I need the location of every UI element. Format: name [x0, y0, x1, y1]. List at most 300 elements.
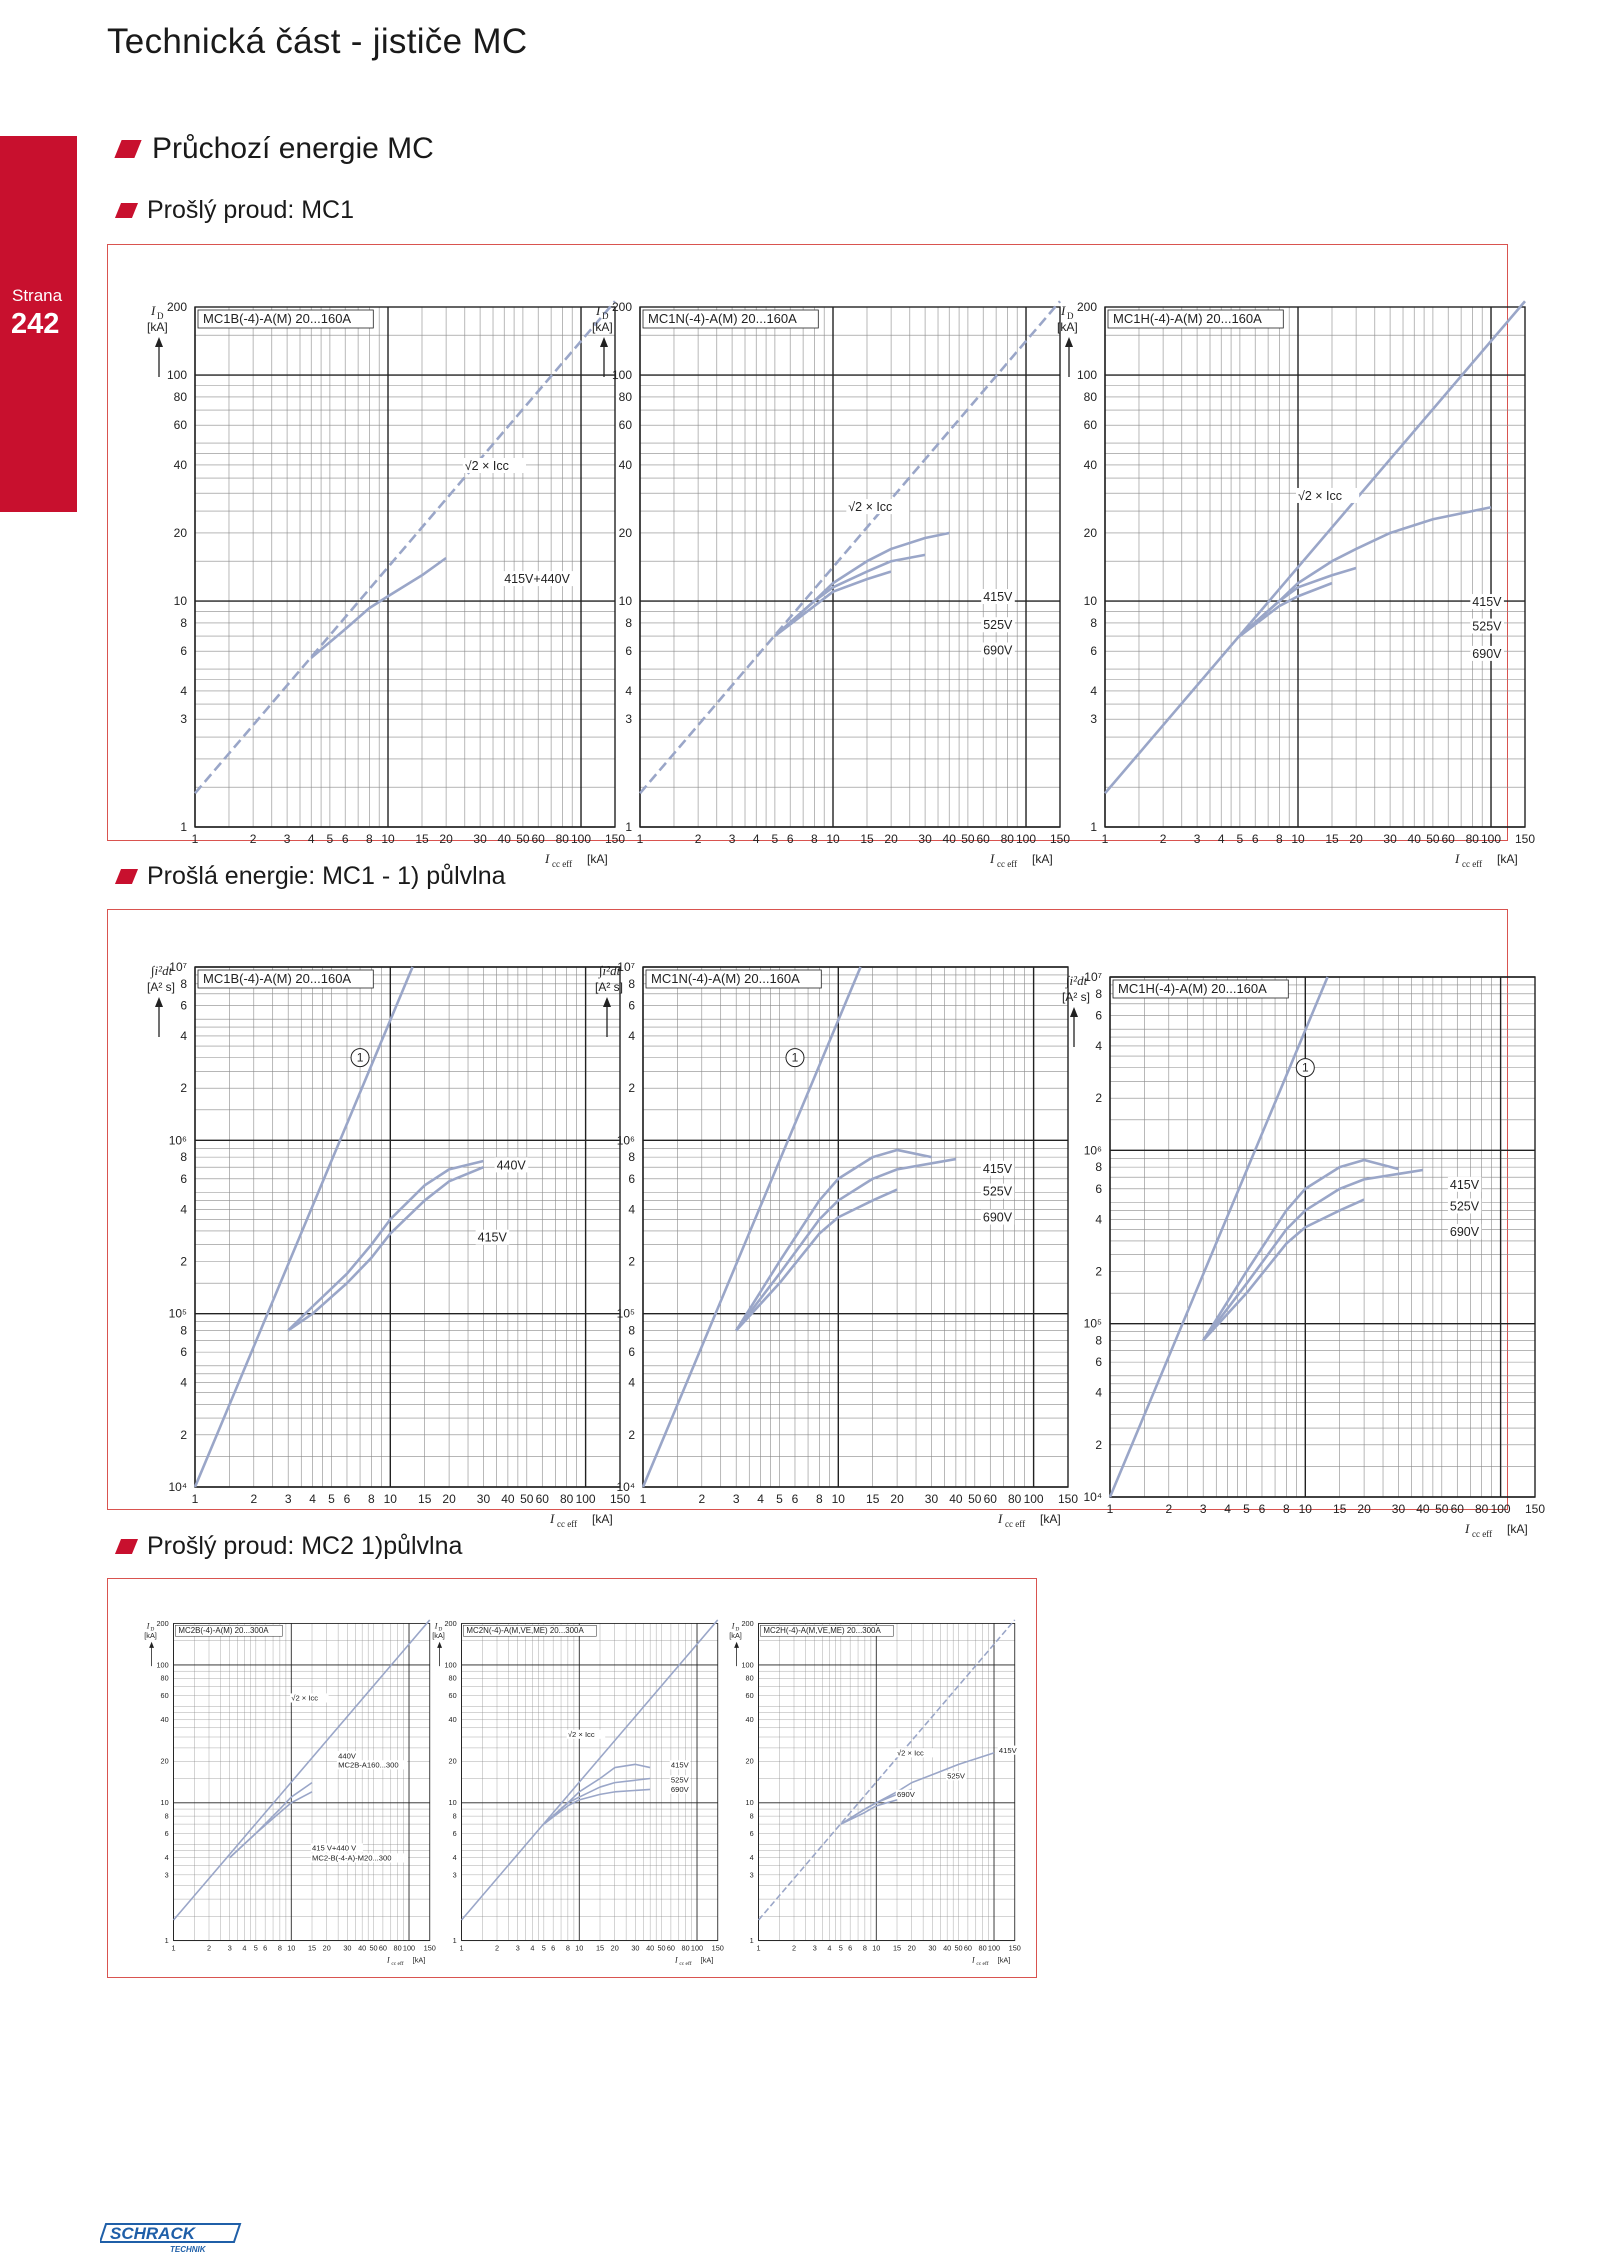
- y-tick-label: 10⁵: [168, 1306, 187, 1321]
- annotation-label: 525V: [1449, 1199, 1480, 1214]
- x-tick-label: 1: [171, 1943, 176, 1953]
- x-tick-label: 20: [884, 832, 898, 846]
- page-side-label: Strana: [12, 286, 63, 305]
- x-tick-label: 30: [343, 1943, 352, 1953]
- x-tick-label: 15: [307, 1943, 317, 1953]
- logo-subtext: TECHNIK: [170, 2245, 206, 2254]
- x-tick-label: 8: [816, 1492, 823, 1506]
- y-tick-label: 1: [749, 1936, 754, 1946]
- x-tick-label: 100: [1490, 1502, 1511, 1516]
- chart-title: MC1B(-4)-A(M) 20...160A: [203, 311, 352, 326]
- x-tick-label: 3: [227, 1943, 232, 1953]
- x-tick-label: 50: [961, 832, 975, 846]
- series-line: [544, 1789, 650, 1824]
- y-tick-label: 200: [166, 300, 187, 314]
- y-tick-label: 8: [628, 1323, 635, 1338]
- x-tick-label: 150: [609, 1492, 631, 1506]
- chart-svg: [428, 1610, 733, 1970]
- y-tick-label: 10⁶: [1083, 1143, 1102, 1158]
- x-tick-label: 1: [1101, 832, 1109, 846]
- y-tick-label: 8: [1095, 1160, 1102, 1175]
- annotation-label: √2 × Icc: [464, 458, 509, 473]
- y-axis-label-sub: D: [602, 311, 609, 321]
- x-tick-label: 2: [1165, 1502, 1173, 1516]
- x-tick-label: 50: [954, 1943, 963, 1953]
- y-tick-label: 4: [1095, 1212, 1102, 1227]
- x-tick-label: 40: [1407, 832, 1421, 846]
- series-line: [195, 967, 413, 1487]
- x-tick-label: 10: [383, 1492, 397, 1506]
- y-tick-label: 4: [1095, 1385, 1102, 1400]
- x-tick-label: 15: [1333, 1502, 1347, 1516]
- x-tick-label: 20: [890, 1492, 904, 1506]
- y-tick-label: 2: [180, 1427, 187, 1442]
- y-tick-label: 2: [628, 1254, 635, 1269]
- y-axis-label-sub: D: [150, 1626, 155, 1633]
- x-tick-label: 50: [520, 1492, 534, 1506]
- x-tick-label: 2: [206, 1943, 212, 1953]
- y-axis-unit: [kA]: [729, 1631, 742, 1641]
- y-tick-label: 6: [628, 1171, 635, 1186]
- annotation-label: 440V: [338, 1751, 356, 1761]
- y-tick-label: 60: [745, 1690, 754, 1700]
- x-tick-label: 40: [943, 1943, 952, 1953]
- x-tick-label: 100: [690, 1943, 704, 1953]
- x-tick-label: 8: [277, 1943, 282, 1953]
- heading-bullet-icon: [114, 140, 141, 158]
- y-tick-label: 8: [452, 1811, 457, 1821]
- annotation-label: √2 × Icc: [897, 1748, 924, 1758]
- x-tick-label: 10: [831, 1492, 845, 1506]
- y-tick-label: 20: [173, 525, 187, 540]
- x-tick-label: 3: [515, 1943, 520, 1953]
- y-tick-label: 4: [180, 1028, 187, 1043]
- subheading-text: Prošlý proud: MC2 1)půlvlna: [147, 1532, 463, 1560]
- y-axis-unit: [kA]: [592, 320, 613, 334]
- x-tick-label: 5: [1243, 1502, 1250, 1516]
- y-axis-arrowhead-icon: [149, 1642, 154, 1648]
- x-tick-label: 40: [358, 1943, 367, 1953]
- x-tick-label: 150: [1008, 1943, 1021, 1953]
- annotation-label: 690V: [670, 1784, 689, 1794]
- x-tick-label: 1: [459, 1943, 464, 1953]
- y-tick-label: 3: [164, 1870, 169, 1880]
- y-tick-label: 2: [1095, 1264, 1102, 1279]
- plot-border: [643, 967, 1068, 1487]
- series-line: [841, 1800, 897, 1824]
- y-tick-label: 6: [180, 644, 187, 659]
- x-tick-label: 10: [575, 1943, 584, 1953]
- y-tick-label: 60: [173, 418, 187, 433]
- x-tick-label: 100: [987, 1943, 1001, 1953]
- y-tick-label: 100: [611, 368, 632, 383]
- x-axis-label: I: [1455, 851, 1460, 866]
- y-tick-label: 10: [618, 594, 632, 609]
- x-tick-label: 8: [862, 1943, 867, 1953]
- x-tick-label: 2: [249, 832, 257, 846]
- x-tick-label: 60: [1450, 1502, 1464, 1516]
- y-axis-label: I: [146, 1621, 150, 1631]
- y-tick-label: 10: [448, 1798, 457, 1808]
- annotation-label: MC2-B(-4-A)-M20...300: [312, 1853, 392, 1863]
- y-tick-label: 8: [180, 1323, 187, 1338]
- x-tick-label: 20: [442, 1492, 456, 1506]
- x-tick-label: 80: [1465, 832, 1479, 846]
- x-axis-label: I: [972, 1955, 975, 1965]
- x-tick-label: 80: [1000, 832, 1014, 846]
- y-tick-label: 10⁴: [1083, 1490, 1102, 1504]
- x-tick-label: 1: [639, 1492, 647, 1506]
- x-tick-label: 6: [263, 1943, 268, 1953]
- y-tick-label: 8: [1095, 986, 1102, 1001]
- x-tick-label: 6: [786, 832, 794, 846]
- y-tick-label: 6: [1090, 644, 1097, 659]
- series-line: [775, 555, 925, 636]
- y-tick-label: 3: [625, 712, 632, 727]
- annotation-label: 1: [356, 1050, 364, 1065]
- x-tick-label: 6: [343, 1492, 351, 1506]
- annotation-label: 415V: [998, 1745, 1017, 1755]
- annotation-label: 415V: [982, 1161, 1013, 1176]
- x-tick-label: 30: [928, 1943, 937, 1953]
- y-axis-unit: [kA]: [432, 1631, 445, 1641]
- y-axis-label: ∫i²dt: [151, 963, 173, 978]
- x-tick-label: 80: [1475, 1502, 1489, 1516]
- x-tick-label: 20: [1349, 832, 1363, 846]
- annotation-label: 690V: [983, 643, 1013, 658]
- x-tick-label: 6: [341, 832, 349, 846]
- chart-mc1n-energy: [588, 945, 1093, 1535]
- x-tick-label: 150: [1524, 1502, 1546, 1516]
- y-axis-arrowhead-icon: [437, 1642, 442, 1648]
- chart-grid: [640, 307, 1060, 827]
- x-axis-unit: [kA]: [1040, 1512, 1061, 1526]
- y-axis-arrowhead-icon: [1070, 1007, 1078, 1017]
- x-tick-label: 50: [1426, 832, 1440, 846]
- chart-title: MC2N(-4)-A(M,VE,ME) 20...300A: [466, 1626, 584, 1636]
- y-tick-label: 4: [628, 1202, 635, 1217]
- heading-bullet-icon: [115, 869, 138, 884]
- y-tick-label: 3: [452, 1870, 457, 1880]
- x-tick-label: 60: [983, 1492, 997, 1506]
- x-tick-label: 15: [415, 832, 429, 846]
- x-axis-unit: [kA]: [1032, 852, 1053, 866]
- chart-svg: [585, 285, 1085, 875]
- x-tick-label: 5: [771, 832, 779, 846]
- y-tick-label: 6: [1095, 1355, 1102, 1370]
- y-axis-label-sub: D: [1067, 311, 1074, 321]
- x-tick-label: 1: [191, 832, 199, 846]
- annotation-label: MC2B-A160...300: [338, 1760, 399, 1770]
- x-tick-label: 60: [378, 1943, 387, 1953]
- y-axis-arrowhead-icon: [1065, 337, 1073, 347]
- series-line: [230, 1792, 312, 1858]
- heading-bullet-icon: [115, 1539, 138, 1554]
- y-tick-label: 6: [749, 1828, 754, 1838]
- y-tick-label: 10⁵: [616, 1306, 635, 1321]
- schrack-logo: [100, 2222, 242, 2254]
- annotation-label: 1: [791, 1050, 799, 1065]
- y-tick-label: 3: [1090, 712, 1097, 727]
- x-tick-label: 5: [253, 1943, 258, 1953]
- x-tick-label: 20: [610, 1943, 619, 1953]
- heading-bullet-icon: [115, 203, 138, 218]
- annotation-label: √2 × Icc: [291, 1693, 319, 1703]
- y-axis-label: I: [434, 1621, 438, 1631]
- y-tick-label: 8: [180, 615, 187, 630]
- y-axis-arrowhead-icon: [155, 337, 163, 347]
- y-tick-label: 40: [1083, 457, 1097, 472]
- x-tick-label: 10: [1298, 1502, 1312, 1516]
- series-line: [1240, 507, 1491, 636]
- x-tick-label: 10: [381, 832, 395, 846]
- y-tick-label: 40: [160, 1715, 169, 1725]
- y-tick-label: 2: [628, 1427, 635, 1442]
- logo-text: SCHRACK: [110, 2224, 195, 2243]
- x-tick-label: 1: [1106, 1502, 1114, 1516]
- x-tick-label: 8: [1275, 832, 1283, 846]
- y-tick-label: 20: [448, 1756, 457, 1766]
- x-tick-label: 40: [646, 1943, 655, 1953]
- y-tick-label: 8: [628, 976, 635, 991]
- page-title: Technická část - jističe MC: [107, 22, 528, 61]
- x-tick-label: 15: [860, 832, 874, 846]
- x-tick-label: 80: [1008, 1492, 1022, 1506]
- chart-svg: [725, 1610, 1030, 1970]
- x-tick-label: 8: [565, 1943, 570, 1953]
- x-tick-label: 6: [1251, 832, 1259, 846]
- y-tick-label: 60: [618, 418, 632, 433]
- x-tick-label: 4: [530, 1943, 535, 1953]
- chart-mc1h-peak: [1050, 285, 1550, 875]
- plot-border: [640, 307, 1060, 827]
- x-tick-label: 40: [1416, 1502, 1430, 1516]
- y-tick-label: 10⁶: [616, 1133, 635, 1148]
- series-line: [1203, 1160, 1398, 1341]
- x-tick-label: 4: [827, 1943, 832, 1953]
- x-tick-label: 4: [752, 832, 760, 846]
- y-tick-label: 1: [1090, 820, 1097, 834]
- y-tick-label: 4: [452, 1853, 457, 1863]
- x-tick-label: 5: [541, 1943, 546, 1953]
- y-axis-label-sub: D: [735, 1626, 740, 1633]
- plot-border: [759, 1623, 1015, 1940]
- chart-title: MC1H(-4)-A(M) 20...160A: [1113, 311, 1262, 326]
- y-tick-label: 40: [173, 457, 187, 472]
- y-axis-unit: [A² s]: [1062, 990, 1091, 1004]
- chart-mc1n-peak: [585, 285, 1085, 875]
- chart-svg: [588, 945, 1093, 1535]
- y-tick-label: 8: [180, 976, 187, 991]
- y-tick-label: 4: [164, 1853, 169, 1863]
- y-tick-label: 4: [625, 683, 632, 698]
- x-tick-label: 50: [657, 1943, 666, 1953]
- y-tick-label: 1: [180, 820, 187, 834]
- x-tick-label: 10: [872, 1943, 881, 1953]
- plot-border: [174, 1623, 430, 1940]
- x-axis-unit: [kA]: [592, 1512, 613, 1526]
- subheading-text: Prošlý proud: MC1: [147, 196, 355, 224]
- y-tick-label: 8: [749, 1811, 754, 1821]
- x-axis-label-sub: cc eff: [557, 1519, 578, 1529]
- x-tick-label: 150: [1514, 832, 1536, 846]
- x-tick-label: 6: [551, 1943, 556, 1953]
- x-tick-label: 3: [1193, 832, 1201, 846]
- annotation-label: √2 × Icc: [1298, 488, 1343, 503]
- y-tick-label: 100: [166, 368, 187, 383]
- x-tick-label: 3: [732, 1492, 740, 1506]
- x-tick-label: 3: [284, 1492, 292, 1506]
- y-tick-label: 80: [173, 389, 187, 404]
- chart-svg: [140, 945, 645, 1535]
- x-tick-label: 30: [473, 832, 487, 846]
- x-axis-label: I: [998, 1511, 1003, 1526]
- series-line: [736, 1150, 931, 1331]
- x-axis-label: I: [545, 851, 550, 866]
- chart-mc1b-peak: [140, 285, 640, 875]
- x-tick-label: 30: [1383, 832, 1397, 846]
- series-line: [311, 558, 446, 658]
- x-axis-label: I: [990, 851, 995, 866]
- x-tick-label: 8: [365, 832, 373, 846]
- x-tick-label: 5: [838, 1943, 843, 1953]
- annotation-label: √2 × Icc: [848, 500, 893, 515]
- x-tick-label: 3: [812, 1943, 817, 1953]
- y-tick-label: 6: [180, 1171, 187, 1186]
- series-line: [544, 1778, 650, 1824]
- annotation-label: 1: [1301, 1060, 1309, 1075]
- y-tick-label: 10: [745, 1798, 754, 1808]
- x-axis-label-sub: cc eff: [997, 859, 1018, 869]
- x-tick-label: 60: [531, 832, 545, 846]
- y-tick-label: 200: [741, 1618, 754, 1628]
- annotation-label: 525V: [982, 1184, 1013, 1199]
- x-tick-label: 60: [535, 1492, 549, 1506]
- x-tick-label: 4: [1224, 1502, 1231, 1516]
- x-tick-label: 2: [494, 1943, 500, 1953]
- x-tick-label: 150: [1049, 832, 1071, 846]
- chart-grid: [643, 967, 1068, 1487]
- y-tick-label: 10⁴: [616, 1480, 635, 1494]
- x-tick-label: 2: [791, 1943, 797, 1953]
- y-tick-label: 6: [180, 998, 187, 1013]
- y-tick-label: 8: [164, 1811, 169, 1821]
- y-tick-label: 10⁴: [168, 1480, 187, 1494]
- x-axis-label-sub: cc eff: [391, 1961, 404, 1968]
- y-tick-label: 4: [749, 1853, 754, 1863]
- y-tick-label: 4: [180, 1202, 187, 1217]
- annotation-label: 415V: [983, 590, 1013, 605]
- x-tick-label: 15: [892, 1943, 902, 1953]
- annotation-label: 415V+440V: [504, 572, 570, 587]
- x-tick-label: 100: [1015, 832, 1037, 846]
- y-tick-label: 10⁶: [168, 1133, 187, 1148]
- annotation-label: 525V: [1472, 619, 1502, 634]
- x-tick-label: 80: [681, 1943, 690, 1953]
- x-axis-unit: [kA]: [1507, 1522, 1528, 1536]
- x-tick-label: 150: [1057, 1492, 1079, 1506]
- y-tick-label: 6: [164, 1828, 169, 1838]
- y-tick-label: 8: [628, 1150, 635, 1165]
- y-tick-label: 3: [180, 712, 187, 727]
- annotation-label: 415V: [477, 1230, 507, 1245]
- chart-grid: [759, 1623, 1015, 1940]
- y-tick-label: 6: [452, 1828, 457, 1838]
- x-tick-label: 40: [949, 1492, 963, 1506]
- y-tick-label: 4: [1095, 1038, 1102, 1053]
- x-tick-label: 150: [711, 1943, 724, 1953]
- x-axis-label-sub: cc eff: [1472, 1529, 1493, 1539]
- x-tick-label: 150: [423, 1943, 436, 1953]
- x-tick-label: 8: [368, 1492, 375, 1506]
- y-tick-label: 100: [1076, 368, 1097, 383]
- section-heading-text: Průchozí energie MC: [152, 132, 434, 165]
- y-axis-label: I: [1061, 303, 1066, 318]
- y-axis-label: I: [596, 303, 601, 318]
- y-axis-arrowhead-icon: [603, 997, 611, 1007]
- y-tick-label: 4: [628, 1028, 635, 1043]
- y-tick-label: 80: [745, 1673, 754, 1683]
- y-tick-label: 8: [625, 615, 632, 630]
- x-tick-label: 50: [369, 1943, 378, 1953]
- plot-border: [1105, 307, 1525, 827]
- chart-svg: [140, 285, 640, 875]
- y-axis-unit: [kA]: [144, 1631, 157, 1641]
- y-axis-label-sub: D: [157, 311, 164, 321]
- x-axis-label: I: [387, 1955, 390, 1965]
- y-tick-label: 1: [625, 820, 632, 834]
- y-tick-label: 100: [444, 1660, 457, 1670]
- x-tick-label: 2: [250, 1492, 258, 1506]
- x-tick-label: 20: [1357, 1502, 1371, 1516]
- subheading-mc1-current: [118, 196, 354, 225]
- x-tick-label: 100: [1480, 832, 1502, 846]
- annotation-label: 525V: [670, 1775, 689, 1785]
- annotation-label: 440V: [496, 1158, 526, 1173]
- chart-mc1h-energy: [1055, 955, 1560, 1545]
- y-tick-label: 6: [1095, 1181, 1102, 1196]
- y-tick-label: 4: [180, 1375, 187, 1390]
- y-axis-unit: [kA]: [1057, 320, 1078, 334]
- y-tick-label: 8: [1095, 1333, 1102, 1348]
- y-axis-arrowhead-icon: [600, 337, 608, 347]
- x-tick-label: 6: [1258, 1502, 1266, 1516]
- y-tick-label: 4: [1090, 683, 1097, 698]
- y-tick-label: 6: [625, 644, 632, 659]
- chart-grid: [1105, 307, 1525, 827]
- y-tick-label: 20: [745, 1756, 754, 1766]
- y-tick-label: 2: [180, 1254, 187, 1269]
- y-tick-label: 10⁵: [1083, 1316, 1102, 1331]
- y-tick-label: 4: [180, 683, 187, 698]
- chart-grid: [195, 307, 615, 827]
- x-tick-label: 60: [1441, 832, 1455, 846]
- annotation-label: 525V: [983, 618, 1013, 633]
- x-tick-label: 50: [968, 1492, 982, 1506]
- series-line: [775, 533, 949, 636]
- x-tick-label: 20: [907, 1943, 916, 1953]
- y-tick-label: 2: [1095, 1091, 1102, 1106]
- x-tick-label: 80: [393, 1943, 402, 1953]
- chart-mc2n-peak: [428, 1610, 733, 1970]
- x-tick-label: 1: [756, 1943, 761, 1953]
- chart-title: MC1N(-4)-A(M) 20...160A: [648, 311, 797, 326]
- x-tick-label: 6: [848, 1943, 853, 1953]
- x-tick-label: 5: [328, 1492, 335, 1506]
- y-tick-label: 4: [628, 1375, 635, 1390]
- x-tick-label: 60: [976, 832, 990, 846]
- series-line: [288, 1161, 483, 1330]
